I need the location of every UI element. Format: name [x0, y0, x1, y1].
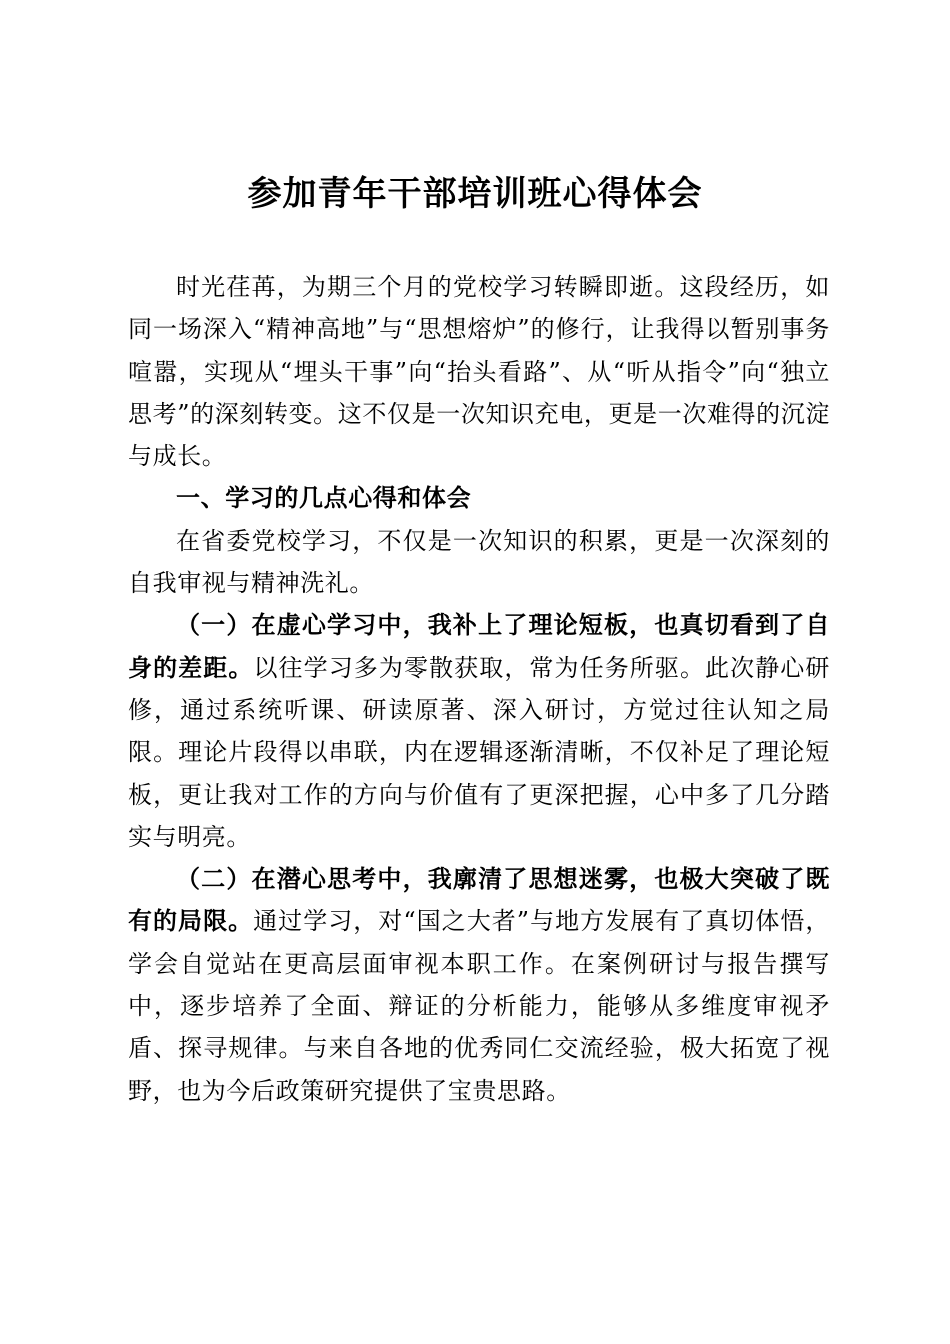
subsection-text-1: 以往学习多为零散获取，常为任务所驱。此次静心研修，通过系统听课、研读原著、深入研讨，方觉过往认知之局限。理论片段得以串联，内在逻辑逐渐清晰，不仅补足了理论短板，更让我对工作的方向与价值有了更深把握，心中多了几分踏实与明亮。	[128, 653, 830, 851]
subsection-paragraph-1	[128, 604, 830, 858]
section-heading: 一、学习的几点心得和体会	[176, 484, 472, 513]
document-title: 参加青年干部培训班心得体会	[247, 174, 703, 214]
subsection-lead-1: （一）在虚心学习中，我补上了理论短板，也真切看到了自身的差距。	[128, 610, 830, 682]
subsection-lead-2: （二）在潜心思考中，我廓清了思想迷雾，也极大突破了既有的局限。	[128, 864, 830, 936]
document-body	[128, 266, 830, 1112]
section-lead-paragraph: 在省委党校学习，不仅是一次知识的积累，更是一次深刻的自我审视与精神洗礼。	[128, 526, 830, 598]
intro-paragraph: 时光荏苒，为期三个月的党校学习转瞬即逝。这段经历，如同一场深入“精神高地”与“思想熔炉”的修行，让我得以暂别事务喧嚣，实现从“埋头干事”向“抬头看路”、从“听从指令”向“独立思考”的深刻转变。这不仅是一次知识充电，更是一次难得的沉淀与成长。	[128, 273, 830, 471]
subsection-text-2: 通过学习，对“国之大者”与地方发展有了真切体悟，学会自觉站在更高层面审视本职工作。在案例研讨与报告撰写中，逐步培养了全面、辩证的分析能力，能够从多维度审视矛盾、探寻规律。与来自各地的优秀同仁交流经验，极大拓宽了视野，也为今后政策研究提供了宝贵思路。	[128, 907, 831, 1105]
subsection-paragraph-2	[128, 858, 830, 1112]
